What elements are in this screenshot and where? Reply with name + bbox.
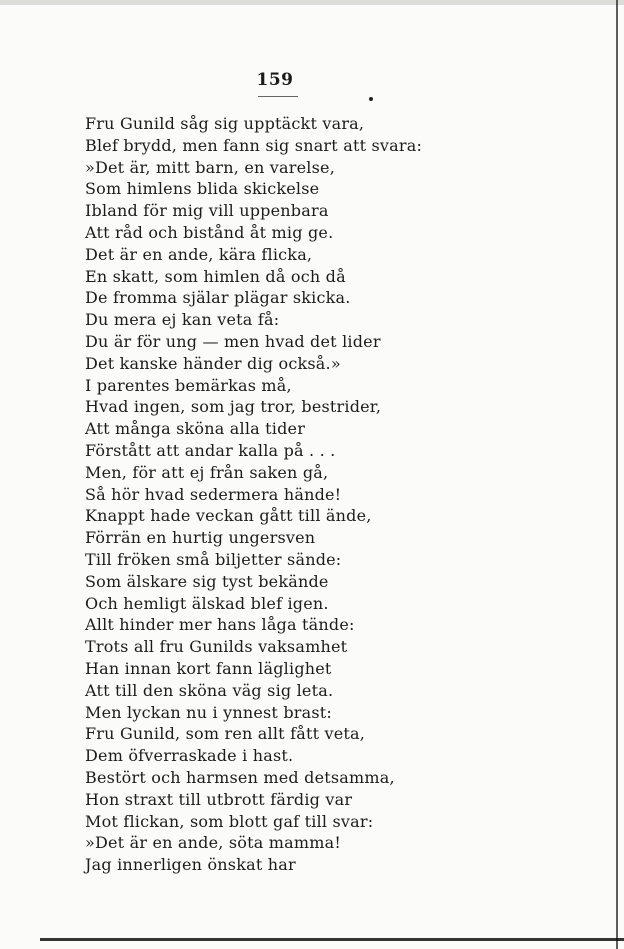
poem-line: »Det är en ande, söta mamma!	[85, 833, 341, 853]
poem-line: Trots all fru Gunilds vaksamhet	[85, 637, 348, 657]
page-binding-edge	[616, 0, 618, 949]
page-bottom-rule	[40, 938, 624, 941]
poem-line: Men lyckan nu i ynnest brast:	[85, 702, 332, 722]
poem-line: Fru Gunild, som ren allt fått veta,	[85, 724, 366, 744]
poem-line: Förrän en hurtig ungersven	[85, 528, 316, 548]
poem-line: Hon straxt till utbrott färdig var	[85, 789, 353, 809]
poem-line: Dem öfverraskade i hast.	[85, 746, 294, 766]
poem-line: Mot flickan, som blott gaf till svar:	[85, 811, 374, 831]
poem-line: Som älskare sig tyst bekände	[85, 571, 329, 591]
poem-line: Knappt hade veckan gått till ände,	[85, 506, 372, 526]
poem-line: Allt hinder mer hans låga tände:	[85, 615, 355, 635]
poem-line: Att till den sköna väg sig leta.	[85, 680, 334, 700]
poem-line: Som himlens blida skickelse	[85, 179, 320, 199]
poem-line: Ibland för mig vill uppenbara	[85, 201, 329, 221]
page-top-edge	[0, 0, 624, 5]
poem-line: Bestört och harmsen med detsamma,	[85, 767, 395, 787]
page-number-rule	[258, 96, 298, 97]
poem-line: Hvad ingen, som jag tror, bestrider,	[85, 397, 382, 417]
poem-line: Att många sköna alla tider	[85, 419, 306, 439]
poem-line: Det kanske händer dig också.»	[85, 353, 341, 373]
poem-line: »Det är, mitt barn, en varelse,	[85, 157, 335, 177]
poem-line: Till fröken små biljetter sände:	[85, 549, 342, 569]
poem-line: En skatt, som himlen då och då	[85, 266, 346, 286]
poem-line: Han innan kort fann läglighet	[85, 658, 332, 678]
poem-line: Förstått att andar kalla på . . .	[85, 440, 336, 460]
poem-line: Och hemligt älskad blef igen.	[85, 593, 329, 613]
poem-line: Att råd och bistånd åt mig ge.	[85, 222, 334, 242]
page-number: 159	[256, 70, 294, 90]
poem-line: Det är en ande, kära flicka,	[85, 244, 313, 264]
poem-line: De fromma själar plägar skicka.	[85, 288, 351, 308]
poem-line: Men, för att ej från saken gå,	[85, 462, 329, 482]
poem-line: Du är för ung — men hvad det lider	[85, 331, 381, 351]
poem-line: Du mera ej kan veta få:	[85, 310, 280, 330]
poem-line: Blef brydd, men fann sig snart att svara:	[85, 135, 423, 155]
poem-line: Fru Gunild såg sig upptäckt vara,	[85, 114, 365, 133]
poem-line: Så hör hvad sedermera hände!	[85, 484, 342, 504]
poem-line: Jag innerligen önskat har	[85, 855, 296, 875]
ink-speck	[369, 97, 373, 101]
poem-line: I parentes bemärkas må,	[85, 375, 292, 395]
poem-text	[85, 113, 422, 876]
